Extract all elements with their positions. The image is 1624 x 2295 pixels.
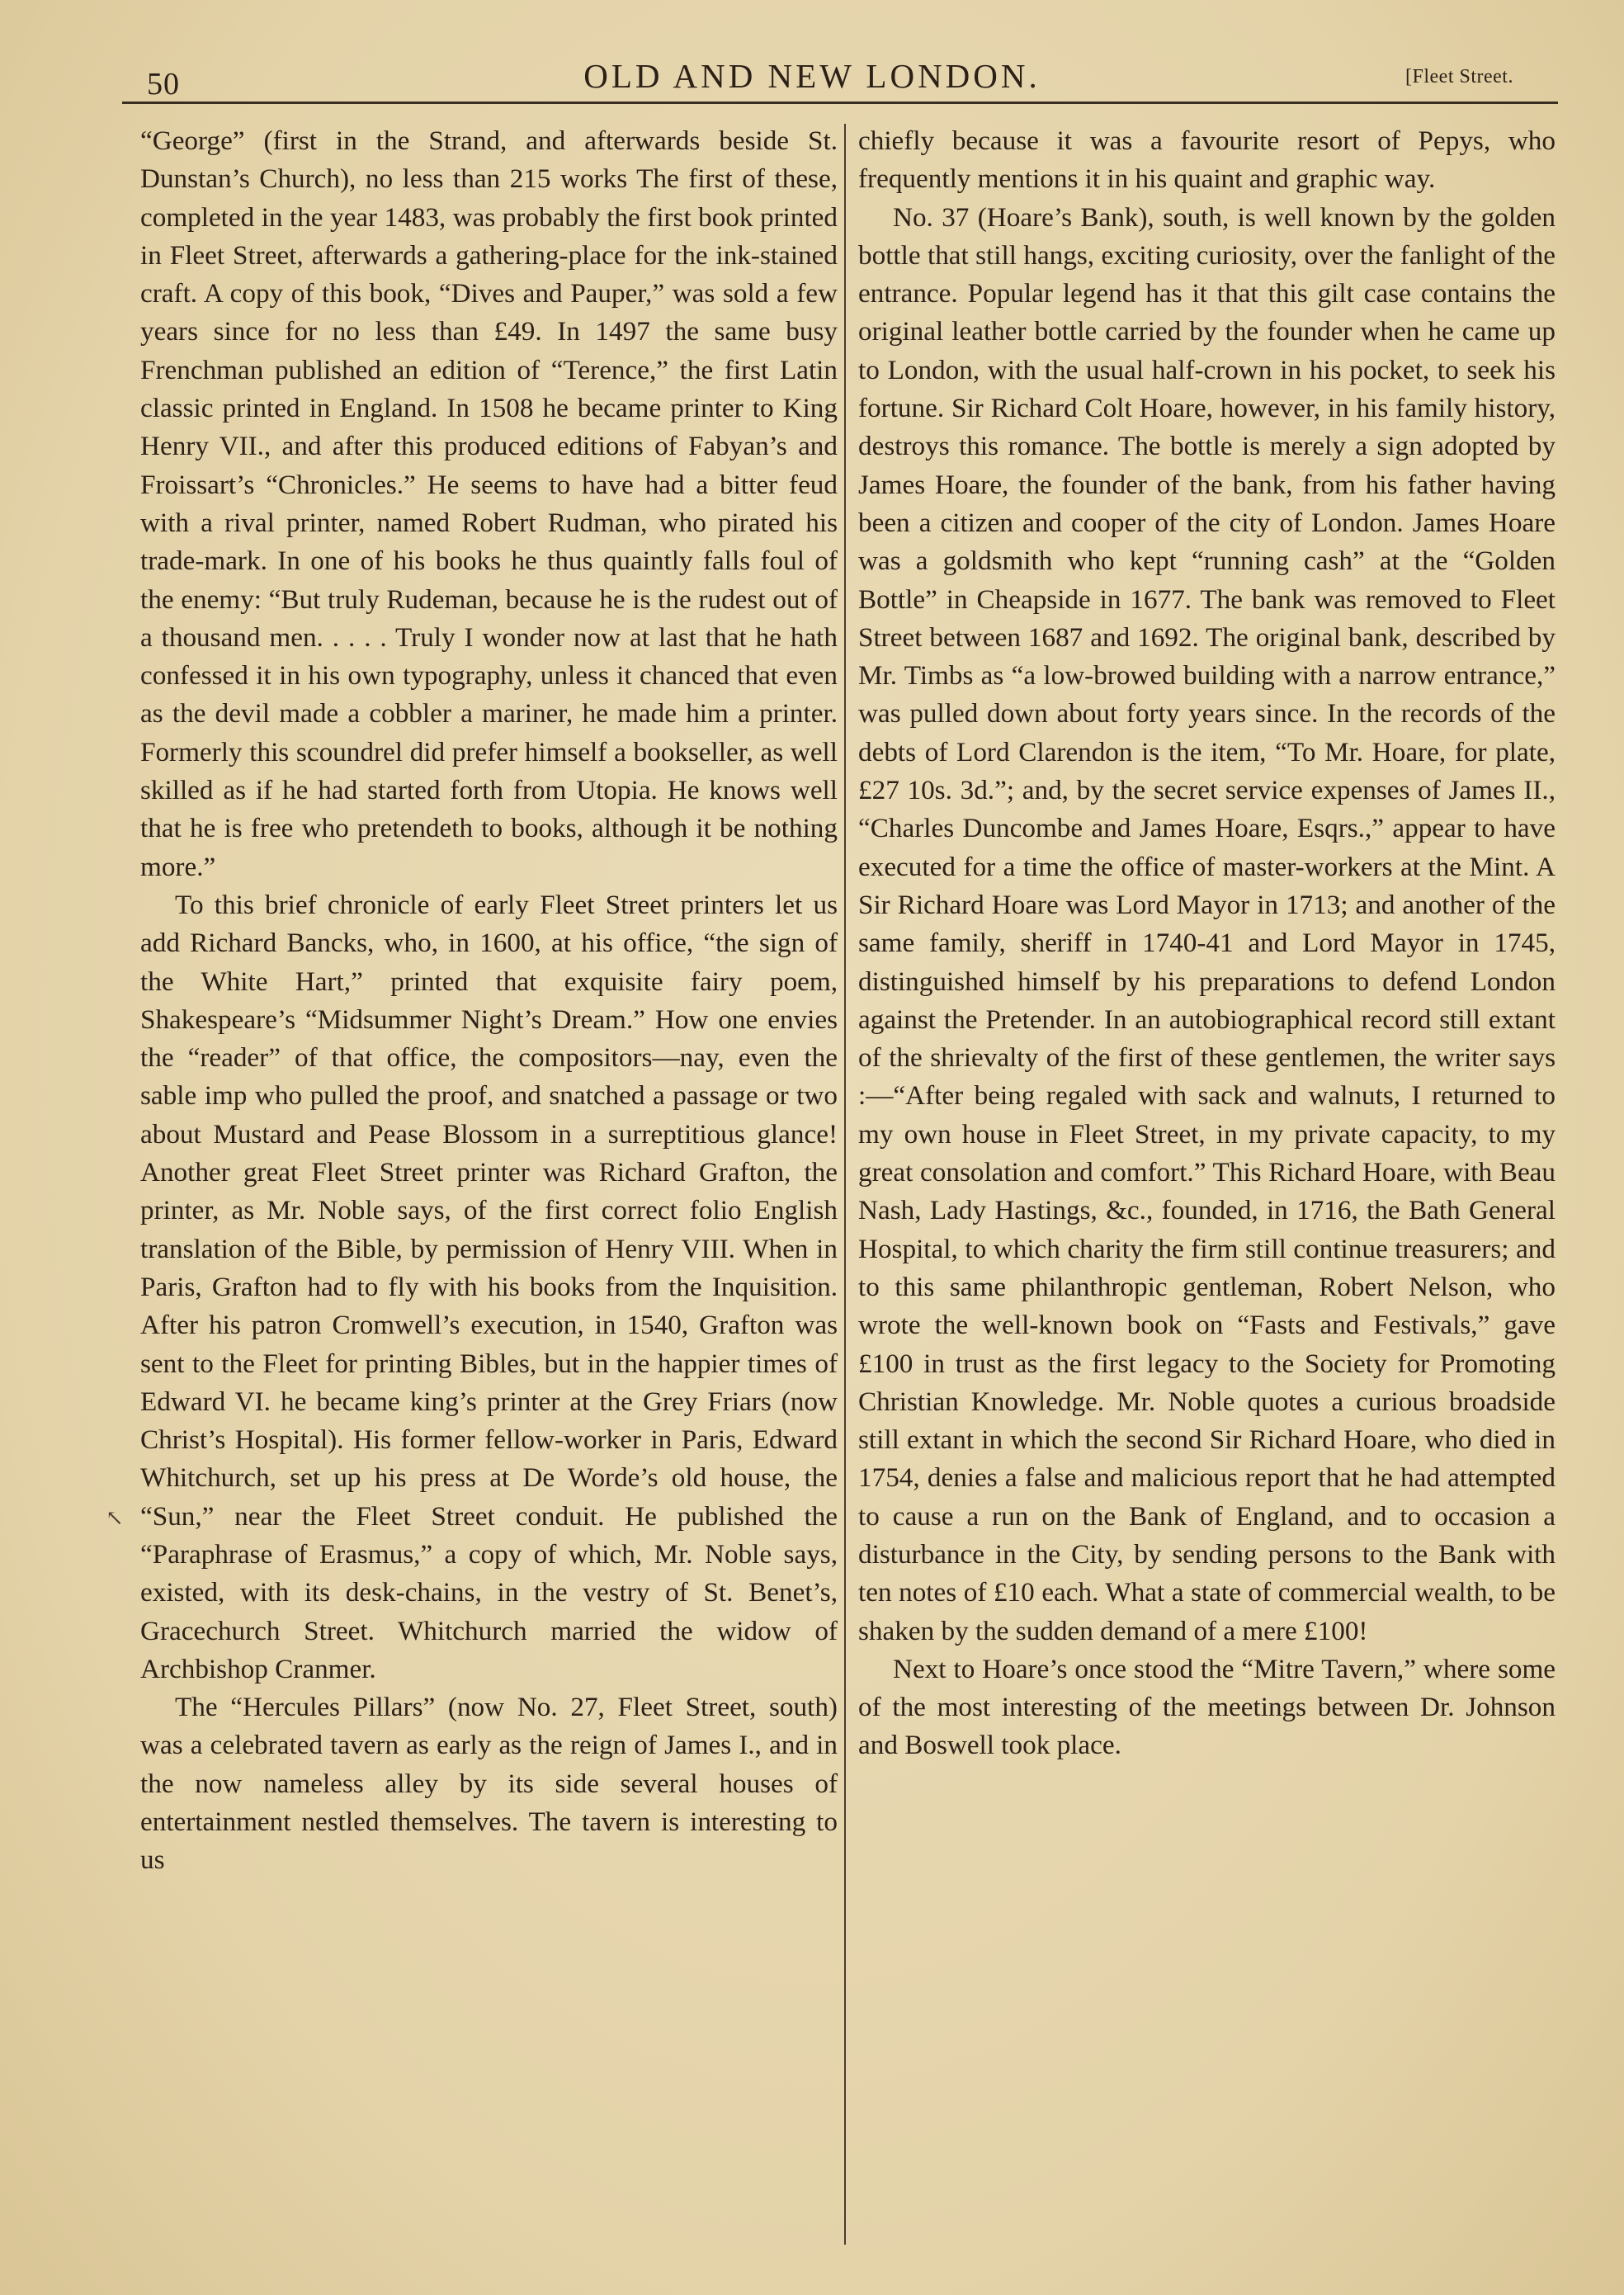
running-title: OLD AND NEW LONDON. (583, 57, 1041, 95)
right-column (858, 122, 1556, 1765)
margin-mark: ↖ (106, 1506, 124, 1530)
header-rule (122, 102, 1558, 104)
paragraph: “George” (first in the Strand, and afterwards beside St. Dunstan’s Church), no less than 215 works The first of these, completed in the year 1483, was probably the first book printed in Fleet Street, afterwards a gathering-place for the ink-stained craft. A copy of this book, “Dives and Pauper,” was sold a few years since for no less than £49. In 1497 the same busy Frenchman published an edition of “Terence,” the first Latin classic printed in England. In 1508 he became printer to King Henry VII., and after this produced editions of Fabyan’s and Froissart’s “Chronicles.” He seems to have had a bitter feud with a rival printer, named Robert Rudman, who pirated his trade-mark. In one of his books he thus quaintly falls foul of the enemy: “But truly Rudeman, because he is the rudest out of a thousand men. . . . . Truly I wonder now at last that he hath confessed it in his own typography, unless it chanced that even as the devil made a cobbler a mariner, he made him a printer. Formerly this scoundrel did prefer himself a bookseller, as well skilled as if he had started forth from Utopia. He knows well that he is free who pretendeth to books, although it be nothing more.” (140, 125, 838, 882)
page-header (0, 50, 1624, 107)
paragraph: To this brief chronicle of early Fleet Street printers let us add Richard Bancks, who, in 1600, at his office, “the sign of the White Hart,” printed that exquisite fairy poem, Shakespeare’s “Midsummer Night’s Dream.” How one envies the “reader” of that office, the compositors—nay, even the sable imp who pulled the proof, and snatched a passage or two about Mustard and Pease Blossom in a surreptitious glance! Another great Fleet Street printer was Richard Grafton, the printer, as Mr. Noble says, of the first correct folio English translation of the Bible, by permission of Henry VIII. When in Paris, Grafton had to fly with his books from the Inquisition. After his patron Cromwell’s execution, in 1540, Grafton was sent to the Fleet for printing Bibles, but in the happier times of Edward VI. he became king’s printer at the Grey Friars (now Christ’s Hospital). His former fellow-worker in Paris, Edward Whitchurch, set up his press at De Worde’s old house, the “Sun,” near the Fleet Street conduit. He published the “Paraphrase of Erasmus,” a copy of which, Mr. Noble says, existed, with its desk-chains, in the vestry of St. Benet’s, Gracechurch Street. Whitchurch married the widow of Archbishop Cranmer. (140, 889, 838, 1684)
left-column (140, 122, 838, 1880)
paragraph: No. 37 (Hoare’s Bank), south, is well known by the golden bottle that still hangs, exciting curiosity, over the fanlight of the entrance. Popular legend has it that this gilt case contains the original leather bottle carried by the founder when he came up to London, with the usual half-crown in his pocket, to seek his fortune. Sir Richard Colt Hoare, however, in his family history, destroys this romance. The bottle is merely a sign adopted by James Hoare, the founder of the bank, from his father having been a citizen and cooper of the city of London. James Hoare was a goldsmith who kept “running cash” at the “Golden Bottle” in Cheapside in 1677. The bank was removed to Fleet Street between 1687 and 1692. The original bank, described by Mr. Timbs as “a low-browed building with a narrow entrance,” was pulled down about forty years since. In the records of the debts of Lord Clarendon is the item, “To Mr. Hoare, for plate, £27 10s. 3d.”; and, by the secret service expenses of James II., “Charles Duncombe and James Hoare, Esqrs.,” appear to have executed for a time the office of master-workers at the Mint. A Sir Richard Hoare was Lord Mayor in 1713; and another of the same family, sheriff in 1740-41 and Lord Mayor in 1745, distinguished himself by his preparations to defend London against the Pretender. In an autobiographical record still extant of the shrievalty of the first of these gentlemen, the writer says :—“After being regaled with sack and walnuts, I returned to my own house in Fleet Street, in my private capacity, to my great consolation and comfort.” This Richard Hoare, with Beau Nash, Lady Hastings, &c., founded, in 1716, the Bath General Hospital, to which charity the firm still continue treasurers; and to this same philanthropic gentleman, Robert Nelson, who wrote the well-known book on “Fasts and Festivals,” gave £100 in trust as the first legacy to the Society for Promoting Christian Knowledge. Mr. Noble quotes a curious broadside still extant in which the second Sir Richard Hoare, who died in 1754, denies a false and malicious report that he had attempted to cause a run on the Bank of England, and to occasion a disturbance in the City, by sending persons to the Bank with ten notes of £10 each. What a state of commercial wealth, to be shaken by the sudden demand of a mere £100! (858, 201, 1556, 1646)
column-divider (844, 124, 846, 2245)
paragraph: The “Hercules Pillars” (now No. 27, Fleet Street, south) was a celebrated tavern as early as the reign of James I., and in the now nameless alley by its side several houses of entertainment nestled themselves. The tavern is interesting to us (140, 1692, 838, 1876)
section-tag: [Fleet Street. (1405, 66, 1513, 87)
paragraph: Next to Hoare’s once stood the “Mitre Tavern,” where some of the most interesting of the meetings between Dr. Johnson and Boswell took place. (858, 1653, 1556, 1761)
page-number: 50 (147, 67, 180, 102)
paragraph: chiefly because it was a favourite resort of Pepys, who frequently mentions it in his quaint and graphic way. (858, 125, 1556, 195)
